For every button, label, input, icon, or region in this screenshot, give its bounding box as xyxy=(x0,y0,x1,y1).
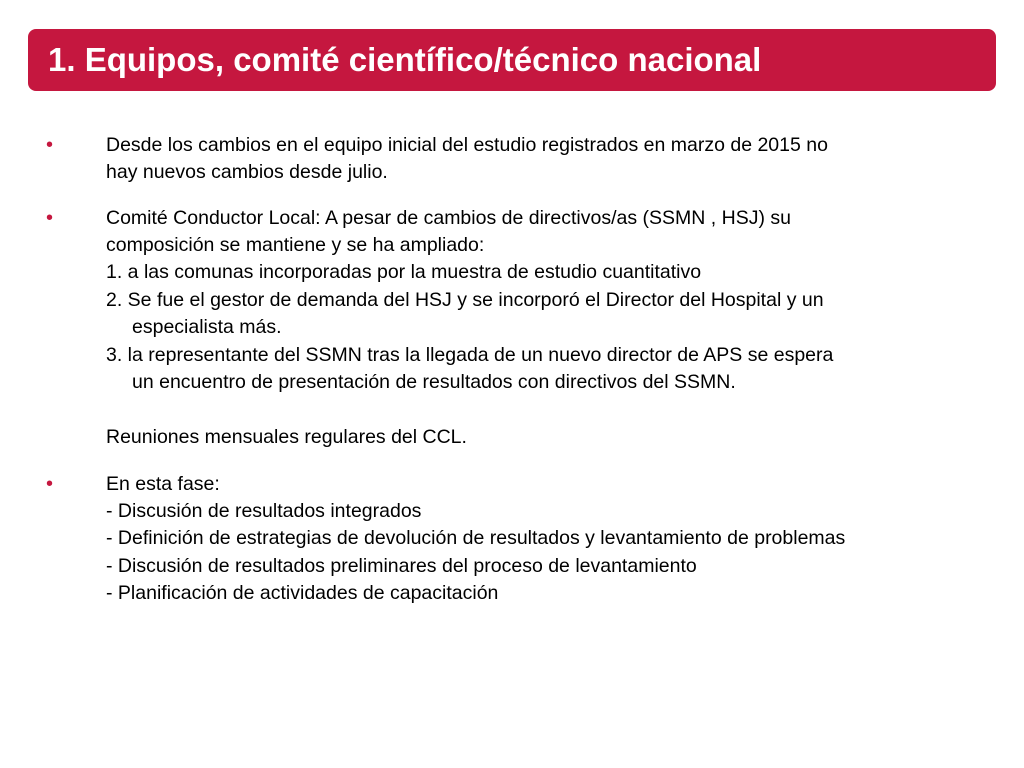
bullet-2-meetings: Reuniones mensuales regulares del CCL. xyxy=(106,426,467,448)
bullet-3-item-2: - Definición de estrategias de devolución de resultados y levantamiento de problemas xyxy=(106,527,846,549)
bullet-2-line-1: Comité Conductor Local: A pesar de cambios de directivos/as (SSMN , HSJ) su xyxy=(106,207,791,229)
bullet-2-item-2: 2. Se fue el gestor de demanda del HSJ y se incorporó el Director del Hospital y un xyxy=(106,289,824,311)
bullet-2-item-1: 1. a las comunas incorporadas por la muestra de estudio cuantitativo xyxy=(106,261,702,283)
bullet-marker: • xyxy=(46,134,54,156)
bullet-2-item-3: 3. la representante del SSMN tras la llegada de un nuevo director de APS se espera xyxy=(106,344,834,366)
slide-title: 1. Equipos, comité científico/técnico nacional xyxy=(48,41,762,78)
bullet-3-item-1: - Discusión de resultados integrados xyxy=(106,500,422,522)
bullet-2-line-2: composición se mantiene y se ha ampliado: xyxy=(106,234,485,256)
bullet-1-line-2: hay nuevos cambios desde julio. xyxy=(106,161,388,183)
bullet-marker: • xyxy=(46,473,54,495)
bullet-3-item-4: - Planificación de actividades de capacitación xyxy=(106,582,499,604)
bullet-1-line-1: Desde los cambios en el equipo inicial del estudio registrados en marzo de 2015 no xyxy=(106,134,828,156)
bullet-2-item-3-cont: un encuentro de presentación de resultados con directivos del SSMN. xyxy=(132,371,736,393)
bullet-3-item-3: - Discusión de resultados preliminares del proceso de levantamiento xyxy=(106,555,697,577)
bullet-2-item-2-cont: especialista más. xyxy=(132,316,282,338)
bullet-marker: • xyxy=(46,207,54,229)
bullet-3-line-1: En esta fase: xyxy=(106,473,220,495)
